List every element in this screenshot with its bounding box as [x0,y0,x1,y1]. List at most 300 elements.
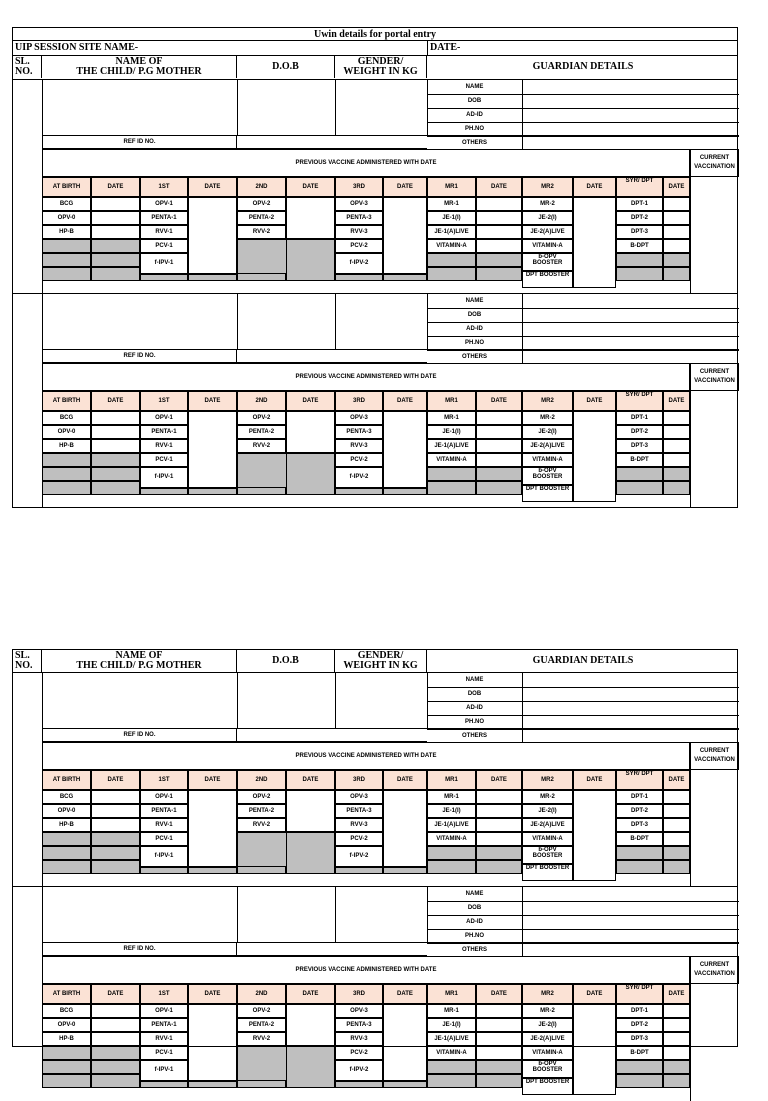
vaccine-cell[interactable]: B-DPT [616,239,663,253]
vaccine-date-cell[interactable] [663,211,690,225]
vaccine-cell [140,1081,188,1088]
vaccine-date-cell[interactable] [663,1004,690,1018]
guardian-field-label: AD-ID [466,112,483,118]
vaccine-cell[interactable]: DPT BOOSTER [522,485,573,503]
vaccine-date-cell[interactable] [286,411,335,453]
child-name-header-text: THE CHILD/ P.G MOTHER [76,66,202,77]
vaccine-cell[interactable]: DPT-2 [616,425,663,439]
vaccine-cell[interactable]: BCG [42,1004,91,1018]
vaccine-cell[interactable]: OPV-2 [237,411,286,425]
vaccine-date-cell[interactable] [476,225,522,239]
vaccine-date-cell[interactable] [91,1032,140,1046]
vaccine-date-cell[interactable] [476,790,522,804]
vaccine-column-header: DATE [476,984,522,1004]
vaccine-cell[interactable]: DPT-3 [616,1032,663,1046]
vaccine-date-cell[interactable] [476,1018,522,1032]
guardian-field-label: OTHERS [461,354,487,360]
guardian-field-input[interactable] [522,701,739,715]
current-vaccination-cell[interactable] [690,984,739,1101]
vaccine-cell[interactable]: OPV-3 [335,1004,383,1018]
guardian-field-input[interactable] [522,887,739,901]
vaccine-date-cell[interactable] [663,1018,690,1032]
vaccine-date-cell[interactable] [663,818,690,832]
vaccine-date-cell[interactable] [383,411,427,488]
vaccine-cell[interactable]: MR-2 [522,790,573,804]
vaccine-cell[interactable]: f-IPV-1 [140,253,188,274]
guardian-field-label: NAME [465,891,484,897]
vaccine-cell[interactable]: OPV-0 [42,425,91,439]
vaccine-cell[interactable]: JE-1(I) [427,425,476,439]
vaccine-date-cell[interactable] [383,197,427,274]
previous-vaccine-label: PREVIOUS VACCINE ADMINISTERED WITH DATE [42,956,690,984]
guardian-field-input[interactable] [522,673,739,687]
vaccine-cell [616,846,663,860]
vaccine-cell[interactable]: PCV-2 [335,453,383,467]
vaccine-cell[interactable]: OPV-3 [335,790,383,804]
current-vaccination-label: CURRENT VACCINATION [690,742,739,770]
vaccine-column-header: AT BIRTH [42,770,91,790]
vaccine-date-cell [663,1060,690,1074]
current-vaccination-label: CURRENT VACCINATION [690,363,739,391]
vaccine-column-header: DATE [476,391,522,411]
vaccine-cell[interactable]: DPT-3 [616,818,663,832]
vaccine-cell[interactable]: b-OPV BOOSTER [522,467,573,485]
vaccine-cell[interactable]: b-OPV BOOSTER [522,1060,573,1078]
vaccine-date-cell [663,467,690,481]
vaccine-date-cell[interactable] [476,1046,522,1060]
vaccine-cell[interactable]: JE-2(I) [522,1018,573,1032]
vaccine-cell[interactable]: VITAMIN-A [522,239,573,253]
vaccine-date-cell[interactable] [476,818,522,832]
vaccine-date-cell[interactable] [188,790,237,867]
vaccine-cell[interactable]: DPT-2 [616,1018,663,1032]
vaccine-cell[interactable]: VITAMIN-A [522,453,573,467]
vaccine-date-cell[interactable] [188,1004,237,1081]
guardian-field-input[interactable] [522,943,739,957]
vaccine-date-cell[interactable] [476,1032,522,1046]
ref-id-input[interactable] [237,349,427,363]
vaccine-cell[interactable]: JE-2(I) [522,804,573,818]
guardian-field-input[interactable] [522,929,739,943]
vaccine-cell[interactable]: OPV-2 [237,790,286,804]
row-divider [42,942,739,943]
vaccine-cell [427,481,476,495]
vaccine-date-cell[interactable] [663,425,690,439]
vaccine-date-cell [91,1060,140,1074]
guardian-field-label: PH.NO [464,933,484,939]
row-divider [42,728,739,729]
vaccine-cell[interactable]: JE-2(A)LIVE [522,1032,573,1046]
vaccine-cell[interactable]: JE-2(A)LIVE [522,225,573,239]
vaccine-date-cell[interactable] [663,197,690,211]
vaccine-cell[interactable]: RVV-3 [335,1032,383,1046]
vaccine-date-cell[interactable] [286,1004,335,1046]
vaccine-cell[interactable]: RVV-3 [335,439,383,453]
vaccine-cell[interactable]: b-OPV BOOSTER [522,253,573,271]
vaccine-date-cell[interactable] [91,1018,140,1032]
vaccine-cell[interactable]: OPV-2 [237,197,286,211]
guardian-field-input[interactable] [522,80,739,94]
vaccine-cell[interactable]: PENTA-1 [140,211,188,225]
vaccine-cell[interactable]: DPT BOOSTER [522,1078,573,1096]
vaccine-cell[interactable]: JE-1(I) [427,1018,476,1032]
vaccine-cell[interactable]: PCV-1 [140,832,188,846]
vaccine-cell[interactable]: OPV-3 [335,411,383,425]
vaccine-cell[interactable]: PENTA-2 [237,211,286,225]
guardian-field-input[interactable] [522,108,739,122]
vaccine-cell[interactable]: MR-2 [522,197,573,211]
vaccine-cell [140,274,188,281]
vaccine-column-header: MR1 [427,770,476,790]
vaccine-cell-empty [286,1046,335,1088]
vaccine-date-cell[interactable] [476,425,522,439]
vaccine-column-header: 1ST [140,984,188,1004]
vaccine-cell[interactable]: VITAMIN-A [427,832,476,846]
vaccine-column-header: DATE [663,177,690,197]
vaccine-cell[interactable]: JE-2(I) [522,211,573,225]
column-divider [335,887,336,942]
vaccine-cell[interactable]: PENTA-1 [140,425,188,439]
guardian-field-input[interactable] [522,94,739,108]
vaccine-cell [140,488,188,495]
vaccine-cell[interactable]: OPV-0 [42,804,91,818]
vaccine-date-cell[interactable] [573,411,616,502]
vaccine-date-cell [91,1046,140,1060]
vaccine-cell-empty [383,488,427,495]
vaccine-cell [335,1081,383,1088]
form-header-row [12,649,738,673]
vaccine-cell[interactable]: RVV-1 [140,1032,188,1046]
ref-id-input[interactable] [237,135,427,149]
vaccine-cell[interactable]: DPT-1 [616,197,663,211]
vaccine-cell[interactable]: VITAMIN-A [522,832,573,846]
vaccine-cell[interactable]: JE-1(A)LIVE [427,1032,476,1046]
vaccine-date-cell [91,1074,140,1088]
vaccine-date-cell[interactable] [663,832,690,846]
vaccine-cell[interactable]: DPT-1 [616,1004,663,1018]
dob-header [237,56,335,78]
vaccine-date-cell[interactable] [573,1004,616,1095]
vaccine-cell[interactable]: JE-1(A)LIVE [427,439,476,453]
vaccine-cell[interactable]: OPV-1 [140,1004,188,1018]
vaccine-cell [42,860,91,874]
vaccine-cell[interactable]: JE-1(I) [427,211,476,225]
vaccine-date-cell [91,860,140,874]
vaccine-cell[interactable]: VITAMIN-A [522,1046,573,1060]
vaccine-cell[interactable]: HP-B [42,1032,91,1046]
vaccine-cell[interactable]: PENTA-3 [335,211,383,225]
vaccine-cell [42,832,91,846]
guardian-field-label: AD-ID [466,919,483,925]
vaccine-date-cell[interactable] [91,1004,140,1018]
vaccine-cell[interactable]: VITAMIN-A [427,453,476,467]
vaccine-cell[interactable]: OPV-0 [42,1018,91,1032]
ref-id-label: REF ID NO. [42,942,237,956]
vaccine-column-header: 1ST [140,177,188,197]
vaccine-column-header: 2ND [237,984,286,1004]
vaccine-date-cell [663,253,690,267]
vaccine-date-cell [91,832,140,846]
dob-header-text: D.O.B [272,61,299,72]
vaccine-cell[interactable]: JE-2(A)LIVE [522,439,573,453]
vaccine-cell[interactable]: f-IPV-1 [140,1060,188,1081]
vaccine-cell[interactable]: f-IPV-2 [335,467,383,488]
vaccine-cell[interactable]: BCG [42,790,91,804]
vaccine-cell[interactable]: DPT-2 [616,804,663,818]
vaccine-cell[interactable]: MR-2 [522,411,573,425]
vaccine-date-cell[interactable] [476,832,522,846]
vaccine-date-cell[interactable] [663,804,690,818]
column-divider [335,80,336,135]
vaccine-cell-empty [383,1081,427,1088]
vaccine-date-cell[interactable] [663,225,690,239]
vaccine-cell[interactable]: JE-2(A)LIVE [522,818,573,832]
vaccine-cell[interactable]: DPT-1 [616,790,663,804]
guardian-field-input[interactable] [522,336,739,350]
vaccine-cell[interactable]: PENTA-3 [335,1018,383,1032]
vaccine-date-cell[interactable] [476,411,522,425]
vaccine-cell[interactable]: BCG [42,197,91,211]
vaccine-cell[interactable]: RVV-1 [140,439,188,453]
vaccine-cell[interactable]: PENTA-2 [237,804,286,818]
vaccine-date-cell[interactable] [476,804,522,818]
vaccine-cell[interactable]: B-DPT [616,453,663,467]
vaccine-cell[interactable]: PENTA-3 [335,804,383,818]
vaccine-cell[interactable]: PENTA-3 [335,425,383,439]
vaccine-column-header: DATE [476,770,522,790]
vaccine-cell[interactable]: DPT-2 [616,211,663,225]
vaccine-cell[interactable]: B-DPT [616,832,663,846]
vaccine-date-cell [476,481,522,495]
ref-id-label: REF ID NO. [42,728,237,742]
vaccine-date-cell[interactable] [476,1004,522,1018]
guardian-field-input[interactable] [522,715,739,729]
vaccine-cell[interactable]: f-IPV-2 [335,846,383,867]
vaccine-cell[interactable]: b-OPV BOOSTER [522,846,573,864]
vaccine-date-cell[interactable] [188,197,237,274]
vaccine-column-header: 2ND [237,177,286,197]
vaccine-column-header: DATE [476,177,522,197]
vaccine-date-cell[interactable] [286,790,335,832]
vaccine-cell [42,267,91,281]
previous-vaccine-label: PREVIOUS VACCINE ADMINISTERED WITH DATE [42,742,690,770]
vaccine-column-header: DATE [188,770,237,790]
vaccine-date-cell[interactable] [476,197,522,211]
vaccine-cell[interactable]: OPV-1 [140,197,188,211]
vaccine-column-header: AT BIRTH [42,177,91,197]
vaccine-column-header: AT BIRTH [42,984,91,1004]
vaccine-cell[interactable]: DPT-3 [616,439,663,453]
ref-id-input[interactable] [237,728,427,742]
vaccine-cell[interactable]: MR-1 [427,411,476,425]
vaccine-cell[interactable]: HP-B [42,818,91,832]
vaccine-cell[interactable]: MR-1 [427,790,476,804]
vaccine-cell[interactable]: JE-1(A)LIVE [427,818,476,832]
sl-no-header-text: SL. NO. [15,56,33,77]
vaccine-cell[interactable]: DPT BOOSTER [522,271,573,289]
vaccine-column-header: DATE [91,391,140,411]
vaccine-column-header: DATE [383,177,427,197]
vaccine-cell[interactable]: PCV-2 [335,832,383,846]
vaccine-cell[interactable]: OPV-1 [140,790,188,804]
vaccine-date-cell[interactable] [91,818,140,832]
current-vaccination-label: CURRENT VACCINATION [690,956,739,984]
vaccine-date-cell[interactable] [663,1032,690,1046]
vaccine-cell [42,1060,91,1074]
vaccine-cell[interactable]: B-DPT [616,1046,663,1060]
guardian-field-input[interactable] [522,136,739,150]
guardian-field-input[interactable] [522,901,739,915]
vaccine-date-cell[interactable] [663,1046,690,1060]
vaccine-date-cell[interactable] [663,453,690,467]
vaccine-cell[interactable]: MR-1 [427,1004,476,1018]
vaccine-cell-empty [188,488,237,495]
vaccine-column-header: DATE [91,177,140,197]
guardian-field-label: DOB [467,691,482,697]
vaccine-cell[interactable]: PCV-1 [140,1046,188,1060]
vaccine-cell[interactable]: BCG [42,411,91,425]
vaccine-cell[interactable]: DPT-1 [616,411,663,425]
guardian-field-input[interactable] [522,122,739,136]
vaccine-cell[interactable]: OPV-1 [140,411,188,425]
vaccine-date-cell[interactable] [663,411,690,425]
vaccine-cell[interactable]: PCV-2 [335,239,383,253]
vaccine-column-header: DATE [663,984,690,1004]
vaccine-cell[interactable]: MR-2 [522,1004,573,1018]
gender-weight-header [335,650,427,672]
vaccine-cell[interactable]: RVV-2 [237,439,286,453]
vaccine-column-header: DATE [383,984,427,1004]
vaccine-cell[interactable]: DPT-3 [616,225,663,239]
vaccine-date-cell[interactable] [663,239,690,253]
vaccine-cell[interactable]: DPT BOOSTER [522,864,573,882]
vaccine-cell[interactable]: VITAMIN-A [427,239,476,253]
row-divider [42,135,739,136]
vaccine-cell[interactable]: PENTA-1 [140,1018,188,1032]
vaccine-date-cell[interactable] [383,790,427,867]
vaccine-cell[interactable]: RVV-2 [237,1032,286,1046]
vaccine-cell[interactable]: PENTA-1 [140,804,188,818]
vaccine-cell[interactable]: RVV-2 [237,225,286,239]
vaccine-cell[interactable]: HP-B [42,225,91,239]
vaccine-column-header: DATE [286,177,335,197]
vaccine-cell[interactable]: OPV-2 [237,1004,286,1018]
guardian-field-input[interactable] [522,729,739,743]
vaccine-cell[interactable]: OPV-0 [42,211,91,225]
vaccine-cell [427,1060,476,1074]
vaccine-cell[interactable]: PCV-1 [140,453,188,467]
vaccine-date-cell[interactable] [91,425,140,439]
vaccine-date-cell[interactable] [663,439,690,453]
vaccine-cell [427,1074,476,1088]
current-vaccination-cell[interactable] [690,177,739,294]
vaccine-cell[interactable]: OPV-3 [335,197,383,211]
guardian-field-input[interactable] [522,294,739,308]
vaccine-date-cell[interactable] [91,439,140,453]
vaccine-cell [42,453,91,467]
child-name-header [42,650,237,672]
vaccine-date-cell[interactable] [476,439,522,453]
guardian-field-label: PH.NO [464,719,484,725]
guardian-field-input[interactable] [522,308,739,322]
vaccine-date-cell[interactable] [188,411,237,488]
vaccine-date-cell[interactable] [663,790,690,804]
vaccine-date-cell[interactable] [476,453,522,467]
vaccine-cell [335,274,383,281]
vaccine-date-cell[interactable] [91,804,140,818]
vaccine-cell[interactable]: PENTA-2 [237,1018,286,1032]
vaccine-date-cell [476,1060,522,1074]
vaccine-cell[interactable]: f-IPV-2 [335,1060,383,1081]
vaccine-cell-empty [286,239,335,281]
guardian-field-label: DOB [467,905,482,911]
vaccine-column-header: MR1 [427,984,476,1004]
vaccine-date-cell[interactable] [476,239,522,253]
vaccine-date-cell[interactable] [91,411,140,425]
vaccine-date-cell[interactable] [91,211,140,225]
vaccine-cell[interactable]: MR-1 [427,197,476,211]
vaccine-cell [616,860,663,874]
vaccine-cell[interactable]: PCV-2 [335,1046,383,1060]
vaccine-cell[interactable]: f-IPV-1 [140,846,188,867]
current-vaccination-cell[interactable] [690,770,739,887]
vaccine-column-header: MR2 [522,391,573,411]
vaccine-date-cell[interactable] [91,197,140,211]
guardian-field-input[interactable] [522,687,739,701]
vaccine-cell[interactable]: JE-2(I) [522,425,573,439]
vaccine-cell[interactable]: f-IPV-2 [335,253,383,274]
gender-weight-header-text: WEIGHT IN KG [343,660,418,671]
vaccine-column-header: SYR/ DPT [616,391,663,411]
vaccine-date-cell[interactable] [91,790,140,804]
current-vaccination-cell[interactable] [690,391,739,508]
column-divider [335,673,336,728]
vaccine-date-cell[interactable] [286,197,335,239]
guardian-field-input[interactable] [522,915,739,929]
gender-weight-header [335,56,427,78]
vaccine-cell[interactable]: RVV-2 [237,818,286,832]
vaccine-cell[interactable]: VITAMIN-A [427,1046,476,1060]
vaccine-date-cell[interactable] [573,197,616,288]
vaccine-column-header: MR1 [427,391,476,411]
vaccine-cell[interactable]: PCV-1 [140,239,188,253]
vaccine-cell[interactable]: JE-1(I) [427,804,476,818]
ref-id-input[interactable] [237,942,427,956]
vaccine-cell[interactable]: HP-B [42,439,91,453]
vaccine-cell[interactable]: RVV-1 [140,225,188,239]
vaccine-date-cell[interactable] [383,1004,427,1081]
child-name-header [42,56,237,78]
guardian-field-input[interactable] [522,350,739,364]
vaccine-column-header: 1ST [140,391,188,411]
guardian-field-input[interactable] [522,322,739,336]
vaccine-date-cell [91,846,140,860]
guardian-details-header-text: GUARDIAN DETAILS [532,61,634,72]
vaccine-cell[interactable]: RVV-3 [335,818,383,832]
vaccine-cell[interactable]: PENTA-2 [237,425,286,439]
vaccine-cell [335,488,383,495]
vaccine-date-cell[interactable] [476,211,522,225]
vaccine-cell[interactable]: f-IPV-1 [140,467,188,488]
vaccine-cell[interactable]: JE-1(A)LIVE [427,225,476,239]
vaccine-column-header: DATE [383,770,427,790]
vaccine-cell[interactable]: RVV-1 [140,818,188,832]
vaccine-cell[interactable]: RVV-3 [335,225,383,239]
vaccine-date-cell[interactable] [573,790,616,881]
vaccine-date-cell[interactable] [91,225,140,239]
form-title: Uwin details for portal entry [12,27,738,41]
vaccine-date-cell [91,267,140,281]
